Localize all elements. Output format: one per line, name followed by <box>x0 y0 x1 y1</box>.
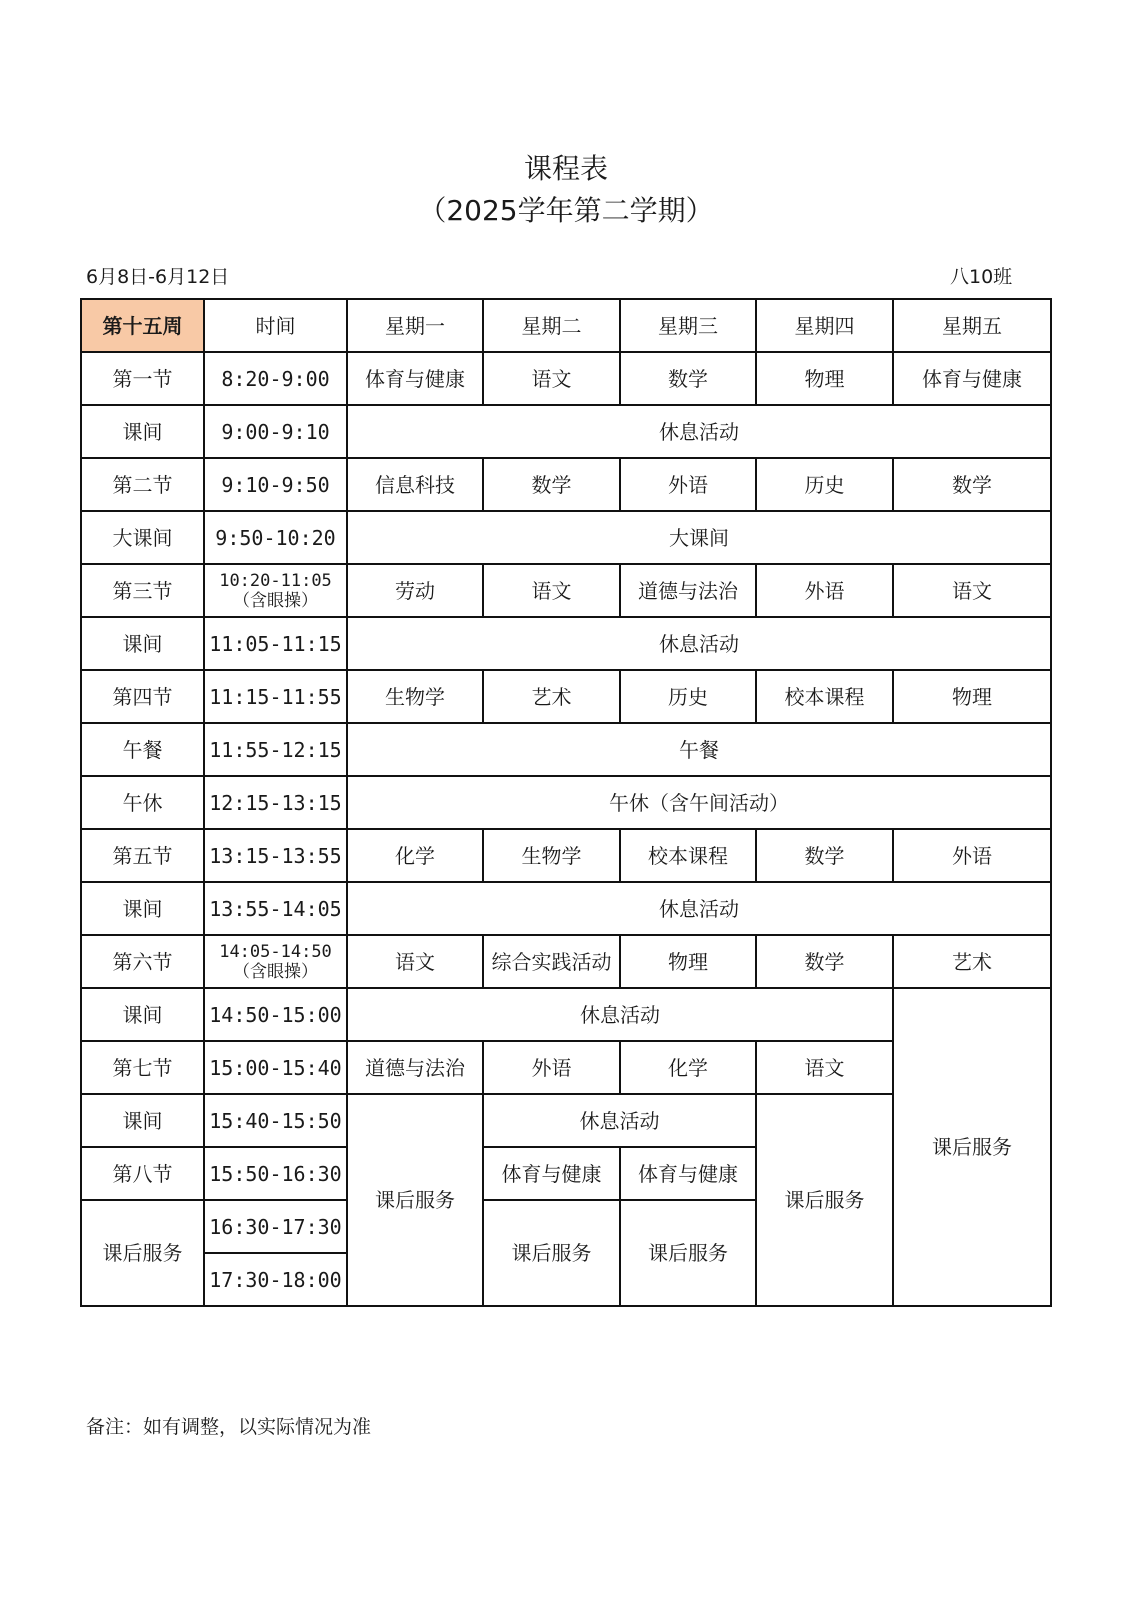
period-label: 午餐 <box>81 723 204 776</box>
footnote: 备注：如有调整，以实际情况为准 <box>86 1416 372 1438</box>
activity-cell: 大课间 <box>347 511 1051 564</box>
course-cell: 物理 <box>756 352 893 405</box>
period-time: 11:05-11:15 <box>204 617 347 670</box>
course-cell: 化学 <box>620 1041 756 1094</box>
course-cell: 劳动 <box>347 564 483 617</box>
activity-cell: 午餐 <box>347 723 1051 776</box>
period-label: 课后服务 <box>81 1200 204 1306</box>
course-cell: 物理 <box>620 935 756 988</box>
period-time-note: （含眼操） <box>233 590 318 611</box>
period-label: 课间 <box>81 988 204 1041</box>
period-time: 13:55-14:05 <box>204 882 347 935</box>
course-cell: 数学 <box>756 935 893 988</box>
course-cell: 体育与健康 <box>893 352 1051 405</box>
period-time: 8:20-9:00 <box>204 352 347 405</box>
activity-cell: 休息活动 <box>347 988 893 1041</box>
course-cell: 数学 <box>756 829 893 882</box>
period-time: 15:40-15:50 <box>204 1094 347 1147</box>
time-header: 时间 <box>204 299 347 352</box>
course-cell: 数学 <box>620 352 756 405</box>
course-cell: 校本课程 <box>756 670 893 723</box>
activity-cell: 休息活动 <box>347 617 1051 670</box>
table-row <box>81 670 1051 723</box>
course-cell: 生物学 <box>483 829 620 882</box>
period-time: 9:50-10:20 <box>204 511 347 564</box>
page-title: 课程表 <box>523 152 608 185</box>
day-header: 星期三 <box>620 299 756 352</box>
course-cell: 外语 <box>893 829 1051 882</box>
course-cell: 艺术 <box>893 935 1051 988</box>
period-time: 17:30-18:00 <box>204 1253 347 1306</box>
table-row <box>81 511 1051 564</box>
table-row <box>81 988 1051 1041</box>
activity-cell: 休息活动 <box>347 882 1051 935</box>
course-cell: 历史 <box>756 458 893 511</box>
day-header: 星期二 <box>483 299 620 352</box>
day-header: 星期五 <box>893 299 1051 352</box>
activity-cell: 休息活动 <box>483 1094 756 1147</box>
table-row <box>81 723 1051 776</box>
course-cell: 校本课程 <box>620 829 756 882</box>
monday-after-school-service: 课后服务 <box>347 1094 483 1306</box>
course-cell: 外语 <box>620 458 756 511</box>
period-time <box>204 935 347 988</box>
course-cell: 综合实践活动 <box>483 935 620 988</box>
course-cell: 体育与健康 <box>620 1147 756 1200</box>
course-cell: 语文 <box>756 1041 893 1094</box>
after-school-service-cell: 课后服务 <box>620 1200 756 1306</box>
period-time: 12:15-13:15 <box>204 776 347 829</box>
course-cell: 物理 <box>893 670 1051 723</box>
class-name: 八10班 <box>950 266 1013 288</box>
period-label: 大课间 <box>81 511 204 564</box>
page-subtitle: （2025学年第二学期） <box>418 194 714 227</box>
period-label: 第六节 <box>81 935 204 988</box>
period-time: 15:00-15:40 <box>204 1041 347 1094</box>
period-label: 第八节 <box>81 1147 204 1200</box>
date-range: 6月8日-6月12日 <box>86 266 230 288</box>
thursday-after-school-service: 课后服务 <box>756 1094 893 1306</box>
course-cell: 信息科技 <box>347 458 483 511</box>
course-cell: 数学 <box>483 458 620 511</box>
period-time: 13:15-13:55 <box>204 829 347 882</box>
period-label: 第五节 <box>81 829 204 882</box>
course-cell: 语文 <box>893 564 1051 617</box>
table-row <box>81 458 1051 511</box>
period-time: 14:50-15:00 <box>204 988 347 1041</box>
period-time: 9:10-9:50 <box>204 458 347 511</box>
table-row <box>81 617 1051 670</box>
period-time-note: （含眼操） <box>233 961 318 982</box>
course-cell: 道德与法治 <box>347 1041 483 1094</box>
period-time-range: 14:05-14:50 <box>219 941 332 962</box>
after-school-service-cell: 课后服务 <box>483 1200 620 1306</box>
course-cell: 语文 <box>483 352 620 405</box>
course-cell: 生物学 <box>347 670 483 723</box>
course-cell: 艺术 <box>483 670 620 723</box>
period-label: 午休 <box>81 776 204 829</box>
period-label: 第一节 <box>81 352 204 405</box>
course-cell: 化学 <box>347 829 483 882</box>
period-label: 第七节 <box>81 1041 204 1094</box>
course-cell: 历史 <box>620 670 756 723</box>
table-row <box>81 882 1051 935</box>
period-label: 第三节 <box>81 564 204 617</box>
table-row <box>81 352 1051 405</box>
day-header: 星期四 <box>756 299 893 352</box>
period-label: 课间 <box>81 405 204 458</box>
schedule-table <box>80 298 1052 1307</box>
period-time: 16:30-17:30 <box>204 1200 347 1253</box>
activity-cell: 午休（含午间活动） <box>347 776 1051 829</box>
course-cell: 语文 <box>483 564 620 617</box>
table-row <box>81 935 1051 988</box>
activity-cell: 休息活动 <box>347 405 1051 458</box>
period-time: 15:50-16:30 <box>204 1147 347 1200</box>
table-row <box>81 405 1051 458</box>
course-cell: 体育与健康 <box>483 1147 620 1200</box>
table-row <box>81 776 1051 829</box>
period-time <box>204 564 347 617</box>
course-cell: 外语 <box>756 564 893 617</box>
day-header: 星期一 <box>347 299 483 352</box>
table-row <box>81 564 1051 617</box>
table-row <box>81 829 1051 882</box>
course-cell: 外语 <box>483 1041 620 1094</box>
friday-after-school-service: 课后服务 <box>893 988 1051 1306</box>
period-label: 课间 <box>81 617 204 670</box>
period-time: 11:15-11:55 <box>204 670 347 723</box>
header-row <box>81 299 1051 352</box>
period-time: 9:00-9:10 <box>204 405 347 458</box>
period-label: 课间 <box>81 882 204 935</box>
period-time: 11:55-12:15 <box>204 723 347 776</box>
period-label: 第四节 <box>81 670 204 723</box>
course-cell: 语文 <box>347 935 483 988</box>
course-cell: 道德与法治 <box>620 564 756 617</box>
period-label: 课间 <box>81 1094 204 1147</box>
period-label: 第二节 <box>81 458 204 511</box>
period-time-range: 10:20-11:05 <box>219 570 332 591</box>
course-cell: 体育与健康 <box>347 352 483 405</box>
course-cell: 数学 <box>893 458 1051 511</box>
week-label: 第十五周 <box>81 299 204 352</box>
